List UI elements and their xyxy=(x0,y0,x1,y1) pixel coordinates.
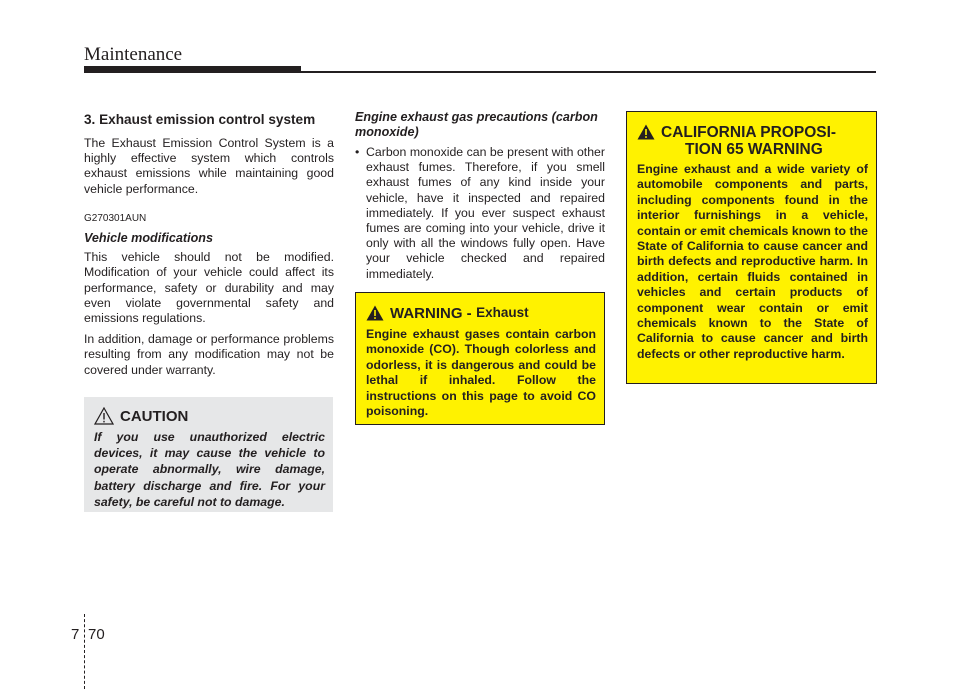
chapter-number: 7 xyxy=(71,626,80,643)
reference-code: G270301AUN xyxy=(84,212,147,224)
exhaust-warning-box xyxy=(355,292,605,425)
vehicle-modifications-heading: Vehicle modifications xyxy=(84,231,213,246)
california-title-line2: TION 65 WARNING xyxy=(685,141,823,158)
warning-triangle-icon xyxy=(637,124,655,140)
california-prop65-box xyxy=(626,111,877,384)
warning-header xyxy=(366,305,596,323)
warning-title: WARNING - xyxy=(390,305,472,322)
california-header xyxy=(637,124,868,158)
caution-header xyxy=(94,407,325,425)
list-item xyxy=(355,145,605,282)
section-heading: 3. Exhaust emission control system xyxy=(84,112,316,127)
header-rule-thin xyxy=(301,71,876,73)
exhaust-precautions-heading: Engine exhaust gas precautions (carbon monoxide) xyxy=(355,110,598,139)
caution-box xyxy=(84,397,333,512)
california-title-line1: CALIFORNIA PROPOSI- xyxy=(661,124,837,141)
caution-text: If you use unauthorized electric devices, it may cause the vehicle to operate abnormally, wire damage, battery discharge and fire. For your safety, be careful not to damage. xyxy=(94,430,325,509)
intro-paragraph: The Exhaust Emission Control System is a highly effective system which controls exhaust emissions while maintaining good vehicle performance. xyxy=(84,136,334,196)
bullet-marker: • xyxy=(355,145,360,159)
caution-triangle-outline-icon xyxy=(94,407,114,425)
page-number: 70 xyxy=(88,626,105,643)
footer-divider xyxy=(84,614,85,689)
california-text: Engine exhaust and a wide variety of automobile components and parts, including components found in the interior furnishings in a vehicle, contain or emit chemicals known to the State of California to cause cancer and birth defects and reproductive harm. In addition, certain fluids contained in vehicles and certain products of component wear contain or emit chemicals known to the State of California to cause cancer and birth defects or other reproductive harm. xyxy=(637,162,868,361)
warning-subtitle: Exhaust xyxy=(476,305,529,320)
california-title xyxy=(661,124,836,158)
page-header-title: Maintenance xyxy=(84,44,183,65)
left-column xyxy=(84,112,334,384)
middle-column xyxy=(355,110,605,282)
warning-triangle-icon xyxy=(366,305,384,321)
header-rule-thick xyxy=(84,66,301,73)
modifications-paragraph: This vehicle should not be modified. Modification of your vehicle could affect its performance, safety or durability and may even violate governmental safety and emissions regulations. xyxy=(84,250,334,326)
caution-title: CAUTION xyxy=(120,407,189,425)
warranty-paragraph: In addition, damage or performance problems resulting from any modification may not be covered under warranty. xyxy=(84,332,334,377)
warning-text: Engine exhaust gases contain carbon monoxide (CO). Though colorless and odorless, it is dangerous and could be lethal if inhaled. Follow the instructions on this page to avoid CO poisoning. xyxy=(366,327,596,419)
bullet-text: Carbon monoxide can be present with other exhaust fumes. Therefore, if you smell exhaust fumes of any kind inside your vehicle, have it inspected and repaired immediately. If you ever suspect exhaust fumes are coming into your vehicle, drive it only with all the windows fully open. Have your vehicle checked and repaired immediately. xyxy=(366,145,605,281)
